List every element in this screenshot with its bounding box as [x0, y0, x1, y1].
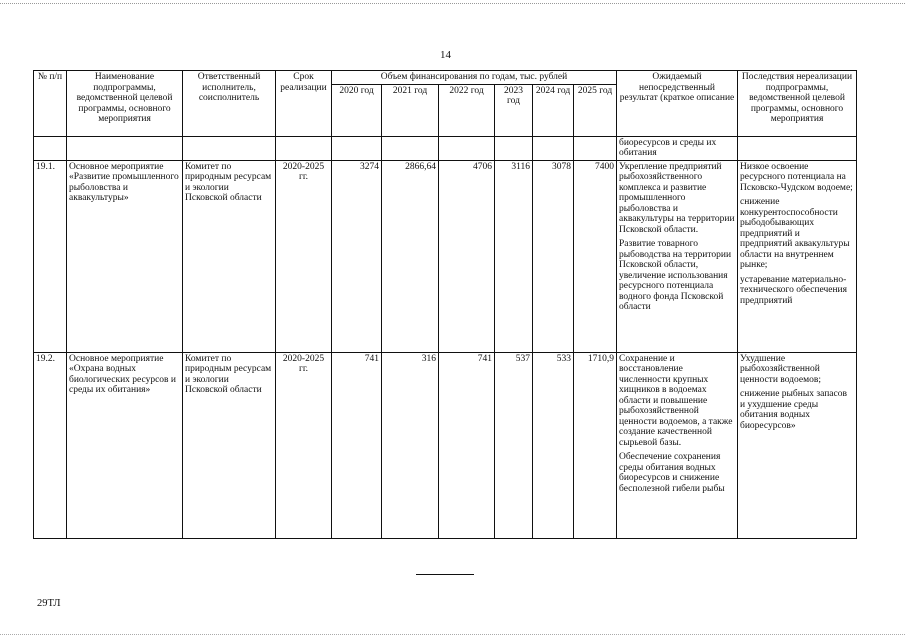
scan-bottom-edge — [0, 634, 905, 635]
row-value-2024: 3078 — [533, 160, 574, 352]
footer-divider — [416, 574, 474, 575]
row-result — [617, 160, 738, 352]
header-year: 2021 год — [382, 84, 439, 136]
row-value-2024: 533 — [533, 352, 574, 538]
header-year: 2022 год — [439, 84, 495, 136]
consequence-paragraph: устаревание материально-технического обеспечения предприятий — [740, 274, 848, 306]
table-row — [34, 160, 857, 352]
row-executor: Комитет по природным ресурсам и экологии Псковской области — [183, 352, 276, 538]
result-paragraph: Обеспечение сохранения среды обитания водных биоресурсов и снижение бесполезной гибели рыбы — [619, 452, 725, 494]
consequence-paragraph: Ухудшение рыбохозяйственной ценности водоемов; — [740, 353, 821, 385]
row-result — [617, 352, 738, 538]
funding-table — [33, 70, 857, 539]
row-name: Основное мероприятие «Развитие промышленного рыболовства и аквакультуры» — [67, 160, 183, 352]
table-row — [34, 352, 857, 538]
header-executor: Ответственный исполнитель, соисполнитель — [183, 71, 276, 137]
row-value-2020: 3274 — [332, 160, 382, 352]
continuation-row — [34, 136, 857, 160]
scan-top-edge — [0, 3, 905, 4]
header-year: 2020 год — [332, 84, 382, 136]
consequence-paragraph: снижение конкурентоспособности рыбодобывающих предприятий и предприятий аквакультуры области на внутреннем рынке; — [740, 197, 850, 270]
row-no: 19.1. — [34, 160, 67, 352]
row-value-2021: 2866,64 — [382, 160, 439, 352]
header-period: Срок реализации — [276, 71, 332, 137]
document-code: 29ТЛ — [37, 598, 61, 609]
result-paragraph: Сохранение и восстановление численности крупных хищников в водоемах области и повышение рыбохозяйственной ценности водоемов, а также создание качественной сырьевой базы. — [619, 353, 733, 448]
header-result: Ожидаемый непосредственный результат (краткое описание — [617, 71, 738, 137]
header-funding: Объем финансирования по годам, тыс. рублей — [332, 71, 617, 85]
row-period: 2020-2025 гг. — [276, 160, 332, 352]
header-name: Наименование подпрограммы, ведомственной целевой программы, основного мероприятия — [67, 71, 183, 137]
header-consequences: Последствия нереализации подпрограммы, ведомственной целевой программы, основного мероприятия — [738, 71, 857, 137]
row-value-2021: 316 — [382, 352, 439, 538]
row-period: 2020-2025 гг. — [276, 352, 332, 538]
row-value-2023: 3116 — [495, 160, 533, 352]
row-value-2022: 741 — [439, 352, 495, 538]
row-executor: Комитет по природным ресурсам и экологии Псковской области — [183, 160, 276, 352]
result-paragraph: Укрепление предприятий рыбохозяйственного комплекса и развитие промышленного рыболовства и аквакультуры на территории Псковской области. — [619, 161, 735, 235]
row-value-2025: 1710,9 — [574, 352, 617, 538]
header-year: 2025 год — [574, 84, 617, 136]
continuation-text: биоресурсов и среды их обитания — [617, 136, 738, 160]
row-value-2020: 741 — [332, 352, 382, 538]
row-value-2023: 537 — [495, 352, 533, 538]
row-consequences — [738, 352, 857, 538]
consequence-paragraph: Низкое освоение ресурсного потенциала на Псковско-Чудском водоеме; — [740, 161, 853, 193]
header-row-1 — [34, 71, 857, 85]
page-number: 14 — [440, 49, 451, 61]
row-consequences — [738, 160, 857, 352]
row-name: Основное мероприятие «Охрана водных биологических ресурсов и среды их обитания» — [67, 352, 183, 538]
header-year: 2024 год — [533, 84, 574, 136]
row-no: 19.2. — [34, 352, 67, 538]
header-no: № п/п — [34, 71, 67, 137]
row-value-2025: 7400 — [574, 160, 617, 352]
header-year: 2023 год — [495, 84, 533, 136]
result-paragraph: Развитие товарного рыбоводства на территории Псковской области, увеличение использования ресурсного потенциала водного фонда Псковской области — [619, 239, 732, 312]
row-value-2022: 4706 — [439, 160, 495, 352]
consequence-paragraph: снижение рыбных запасов и ухудшение среды обитания водных биоресурсов» — [740, 389, 847, 431]
